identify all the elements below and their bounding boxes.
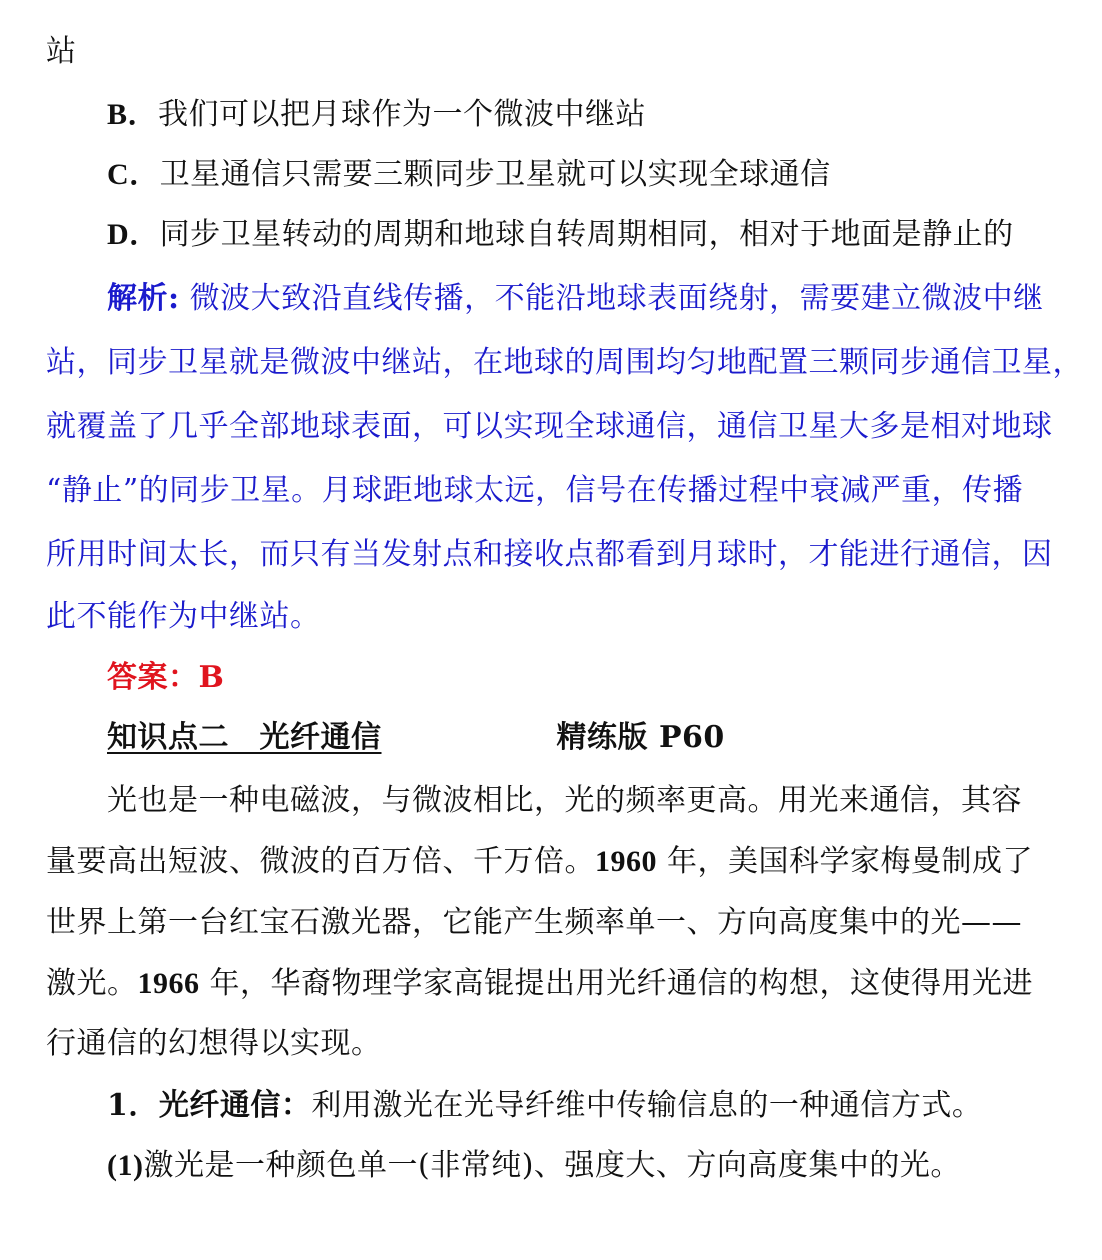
analysis-label: 解析: (107, 281, 180, 316)
option-c (107, 155, 1058, 195)
option-b-text: 我们可以把月球作为一个微波中继站 (158, 97, 647, 132)
item-1-sub-1 (107, 1146, 1058, 1186)
option-d (107, 215, 1058, 255)
paragraph-line-2: 量要高出短波、微波的百万倍、千万倍。1960 年，美国科学家梅曼制成了 (46, 844, 1034, 879)
answer-line (107, 658, 1058, 698)
item-1-sub-label: (1) (107, 1149, 144, 1182)
year-1966: 1966 (137, 967, 200, 1000)
paragraph-line-4: 激光。1966 年，华裔物理学家高锟提出用光纤通信的构想，这使得用光进 (46, 966, 1034, 1001)
analysis-line-4: “静止”的同步卫星。月球距地球太远，信号在传播过程中衰减严重，传播 (46, 473, 1024, 508)
section-page-ref: 精练版 P60 (556, 720, 725, 755)
option-b (107, 95, 1058, 135)
option-c-text: 卫星通信只需要三颗同步卫星就可以实现全球通信 (159, 157, 831, 192)
paragraph-line-5: 行通信的幻想得以实现。 (46, 1026, 382, 1061)
analysis-line-5: 所用时间太长，而只有当发射点和接收点都看到月球时，才能进行通信，因 (46, 537, 1053, 572)
option-c-label: C． (107, 158, 160, 191)
item-1-sub-text: 激光是一种颜色单一(非常纯)、强度大、方向高度集中的光。 (143, 1148, 961, 1183)
option-d-text: 同步卫星转动的周期和地球自转周期相同，相对于地面是静止的 (159, 217, 1014, 252)
analysis-line-3: 就覆盖了几乎全部地球表面，可以实现全球通信，通信卫星大多是相对地球 (46, 409, 1053, 444)
paragraph-line-3: 世界上第一台红宝石激光器，它能产生频率单一、方向高度集中的光—— (46, 905, 1022, 940)
option-b-label: B． (107, 98, 159, 131)
section-title[interactable]: 知识点二 光纤通信 (107, 720, 382, 755)
item-1 (107, 1086, 1058, 1126)
analysis-line-6: 此不能作为中继站。 (46, 599, 321, 634)
item-1-label: 1．光纤通信： (107, 1088, 312, 1123)
continuation-line: 站 (46, 34, 77, 69)
answer-text: 答案：B (107, 660, 225, 695)
option-d-label: D． (107, 218, 160, 251)
year-1960: 1960 (595, 845, 657, 878)
item-1-text: 利用激光在光导纤维中传输信息的一种通信方式。 (311, 1088, 983, 1123)
analysis-line-2: 站，同步卫星就是微波中继站，在地球的周围均匀地配置三颗同步通信卫星， (46, 345, 1083, 380)
analysis-line-1: 解析: 微波大致沿直线传播，不能沿地球表面绕射，需要建立微波中继 (107, 281, 1044, 316)
paragraph-line-1: 光也是一种电磁波，与微波相比，光的频率更高。用光来通信，其容 (107, 783, 1022, 818)
section-heading (107, 718, 1058, 758)
